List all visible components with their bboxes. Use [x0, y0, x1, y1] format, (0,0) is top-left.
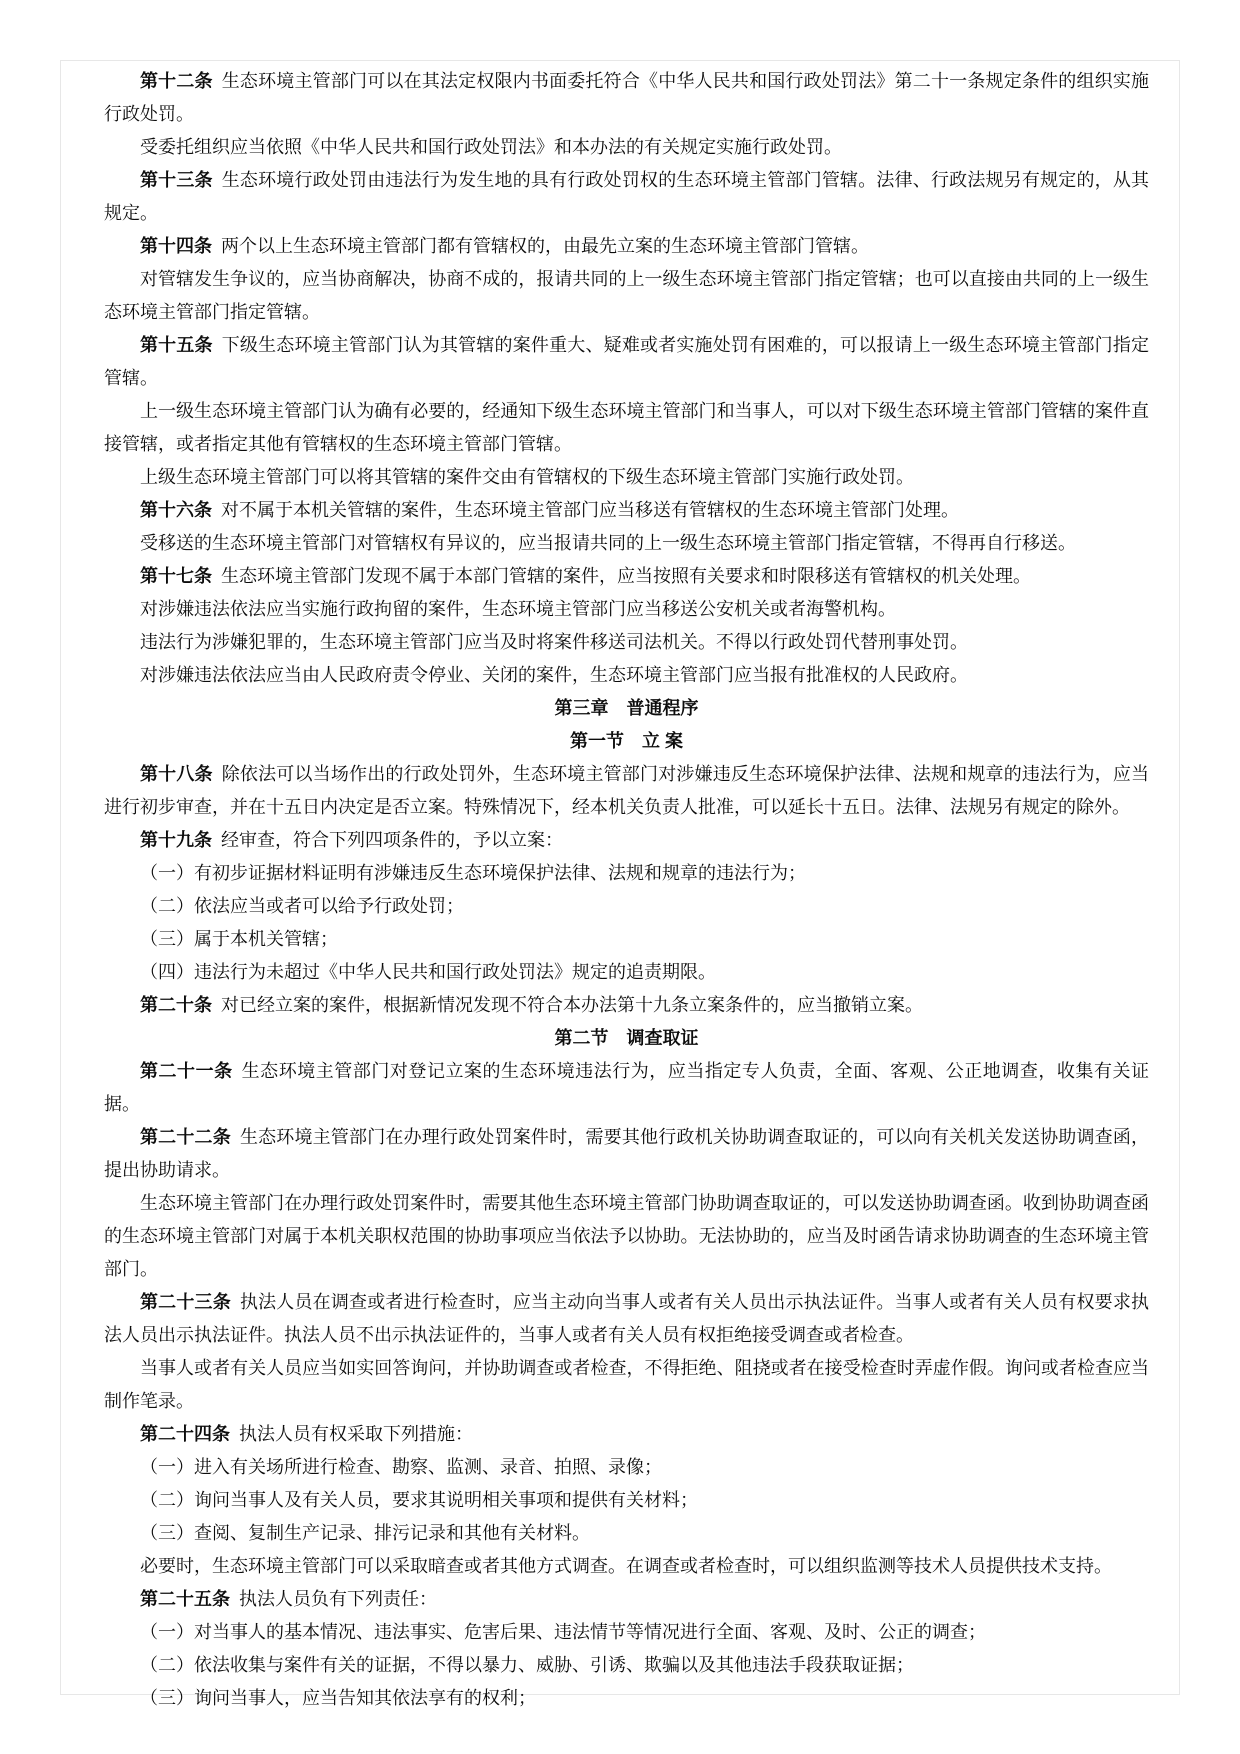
article-text: 除依法可以当场作出的行政处罚外，生态环境主管部门对涉嫌违反生态环境保护法律、法规和规章的违法行为，应当进行初步审查，并在十五日内决定是否立案。特殊情况下，经本机关负责人批准，可以延长十五日。法律、法规另有规定的除外。 — [104, 764, 1150, 817]
list-item-paragraph: （三）询问当事人，应当告知其依法享有的权利； — [140, 1688, 536, 1708]
article-number: 第二十条 — [140, 995, 212, 1015]
article-text: 生态环境行政处罚由违法行为发生地的具有行政处罚权的生态环境主管部门管辖。法律、行政法规另有规定的，从其规定。 — [104, 170, 1150, 223]
paragraph: 上级生态环境主管部门可以将其管辖的案件交由有管辖权的下级生态环境主管部门实施行政处罚。 — [140, 467, 914, 487]
paragraph: 对管辖发生争议的，应当协商解决，协商不成的，报请共同的上一级生态环境主管部门指定管辖；也可以直接由共同的上一级生态环境主管部门指定管辖。 — [104, 269, 1149, 322]
article-text: 执法人员在调查或者进行检查时，应当主动向当事人或者有关人员出示执法证件。当事人或者有关人员有权要求执法人员出示执法证件。执法人员不出示执法证件的，当事人或者有关人员有权拒绝接受调查或者检查。 — [104, 1292, 1150, 1345]
article-text: 执法人员有权采取下列措施： — [239, 1424, 473, 1444]
article-number: 第二十一条 — [140, 1061, 233, 1081]
article-paragraph — [104, 65, 1149, 131]
article-number: 第十六条 — [140, 500, 212, 520]
paragraph: 受委托组织应当依照《中华人民共和国行政处罚法》和本办法的有关规定实施行政处罚。 — [140, 137, 842, 157]
article-text: 下级生态环境主管部门认为其管辖的案件重大、疑难或者实施处罚有困难的，可以报请上一级生态环境主管部门指定管辖。 — [104, 335, 1150, 388]
article-number: 第二十四条 — [140, 1424, 230, 1444]
article-number: 第二十二条 — [140, 1127, 231, 1147]
article-number: 第二十三条 — [140, 1292, 231, 1312]
article-text: 对已经立案的案件，根据新情况发现不符合本办法第十九条立案条件的，应当撤销立案。 — [221, 995, 923, 1015]
article-number: 第二十五条 — [140, 1589, 230, 1609]
article-paragraph — [104, 329, 1149, 395]
article-text: 生态环境主管部门发现不属于本部门管辖的案件，应当按照有关要求和时限移送有管辖权的机关处理。 — [221, 566, 1031, 586]
document-body — [61, 61, 1179, 1735]
paragraph: 生态环境主管部门在办理行政处罚案件时，需要其他生态环境主管部门协助调查取证的，可以发送协助调查函。收到协助调查函的生态环境主管部门对属于本机关职权范围的协助事项应当依法予以协助。无法协助的，应当及时函告请求协助调查的生态环境主管部门。 — [104, 1193, 1149, 1279]
section-heading: 第二节 调查取证 — [554, 1028, 699, 1048]
article-paragraph — [104, 1055, 1149, 1121]
paragraph: 当事人或者有关人员应当如实回答询问，并协助调查或者检查，不得拒绝、阻挠或者在接受检查时弄虚作假。询问或者检查应当制作笔录。 — [104, 1358, 1149, 1411]
article-paragraph — [104, 1583, 1149, 1616]
list-item-paragraph: （二）依法应当或者可以给予行政处罚； — [140, 896, 464, 916]
article-text: 两个以上生态环境主管部门都有管辖权的，由最先立案的生态环境主管部门管辖。 — [221, 236, 869, 256]
list-item-paragraph: （三）查阅、复制生产记录、排污记录和其他有关材料。 — [140, 1523, 590, 1543]
paragraph: 对涉嫌违法依法应当由人民政府责令停业、关闭的案件，生态环境主管部门应当报有批准权的人民政府。 — [140, 665, 968, 685]
article-number: 第十八条 — [140, 764, 213, 784]
article-paragraph — [104, 758, 1149, 824]
list-item-paragraph: （一）有初步证据材料证明有涉嫌违反生态环境保护法律、法规和规章的违法行为； — [140, 863, 806, 883]
article-paragraph — [104, 494, 1149, 527]
article-paragraph — [104, 824, 1149, 857]
article-text: 生态环境主管部门在办理行政处罚案件时，需要其他行政机关协助调查取证的，可以向有关机关发送协助调查函，提出协助请求。 — [104, 1127, 1150, 1180]
list-item-paragraph: （三）属于本机关管辖； — [140, 929, 338, 949]
section-heading: 第一节 立 案 — [569, 731, 683, 751]
article-number: 第十七条 — [140, 566, 212, 586]
chapter-heading: 第三章 普通程序 — [554, 698, 699, 718]
article-paragraph — [104, 1121, 1149, 1187]
article-text: 生态环境主管部门对登记立案的生态环境违法行为，应当指定专人负责，全面、客观、公正地调查，收集有关证据。 — [104, 1061, 1150, 1114]
article-number: 第十九条 — [140, 830, 212, 850]
article-paragraph — [104, 230, 1149, 263]
paragraph: 必要时，生态环境主管部门可以采取暗查或者其他方式调查。在调查或者检查时，可以组织监测等技术人员提供技术支持。 — [140, 1556, 1112, 1576]
paragraph: 违法行为涉嫌犯罪的，生态环境主管部门应当及时将案件移送司法机关。不得以行政处罚代替刑事处罚。 — [140, 632, 968, 652]
article-number: 第十四条 — [140, 236, 212, 256]
article-paragraph — [104, 1286, 1149, 1352]
list-item-paragraph: （四）违法行为未超过《中华人民共和国行政处罚法》规定的追责期限。 — [140, 962, 716, 982]
article-text: 生态环境主管部门可以在其法定权限内书面委托符合《中华人民共和国行政处罚法》第二十一条规定条件的组织实施行政处罚。 — [104, 71, 1150, 124]
list-item-paragraph: （二）询问当事人及有关人员，要求其说明相关事项和提供有关材料； — [140, 1490, 698, 1510]
article-paragraph — [104, 164, 1149, 230]
paragraph: 对涉嫌违法依法应当实施行政拘留的案件，生态环境主管部门应当移送公安机关或者海警机构。 — [140, 599, 896, 619]
article-number: 第十二条 — [140, 71, 213, 91]
paragraph: 上一级生态环境主管部门认为确有必要的，经通知下级生态环境主管部门和当事人，可以对下级生态环境主管部门管辖的案件直接管辖，或者指定其他有管辖权的生态环境主管部门管辖。 — [104, 401, 1149, 454]
article-number: 第十三条 — [140, 170, 213, 190]
article-paragraph — [104, 1418, 1149, 1451]
document-page — [60, 60, 1180, 1708]
article-number: 第十五条 — [140, 335, 213, 355]
list-item-paragraph: （一）进入有关场所进行检查、勘察、监测、录音、拍照、录像； — [140, 1457, 662, 1477]
paragraph: 受移送的生态环境主管部门对管辖权有异议的，应当报请共同的上一级生态环境主管部门指定管辖，不得再自行移送。 — [140, 533, 1076, 553]
list-item-paragraph: （一）对当事人的基本情况、违法事实、危害后果、违法情节等情况进行全面、客观、及时、公正的调查； — [140, 1622, 986, 1642]
article-text: 对不属于本机关管辖的案件，生态环境主管部门应当移送有管辖权的生态环境主管部门处理。 — [221, 500, 959, 520]
article-paragraph — [104, 560, 1149, 593]
article-text: 执法人员负有下列责任： — [239, 1589, 437, 1609]
article-paragraph — [104, 989, 1149, 1022]
article-text: 经审查，符合下列四项条件的，予以立案： — [221, 830, 563, 850]
list-item-paragraph: （二）依法收集与案件有关的证据，不得以暴力、威胁、引诱、欺骗以及其他违法手段获取证据； — [140, 1655, 914, 1675]
